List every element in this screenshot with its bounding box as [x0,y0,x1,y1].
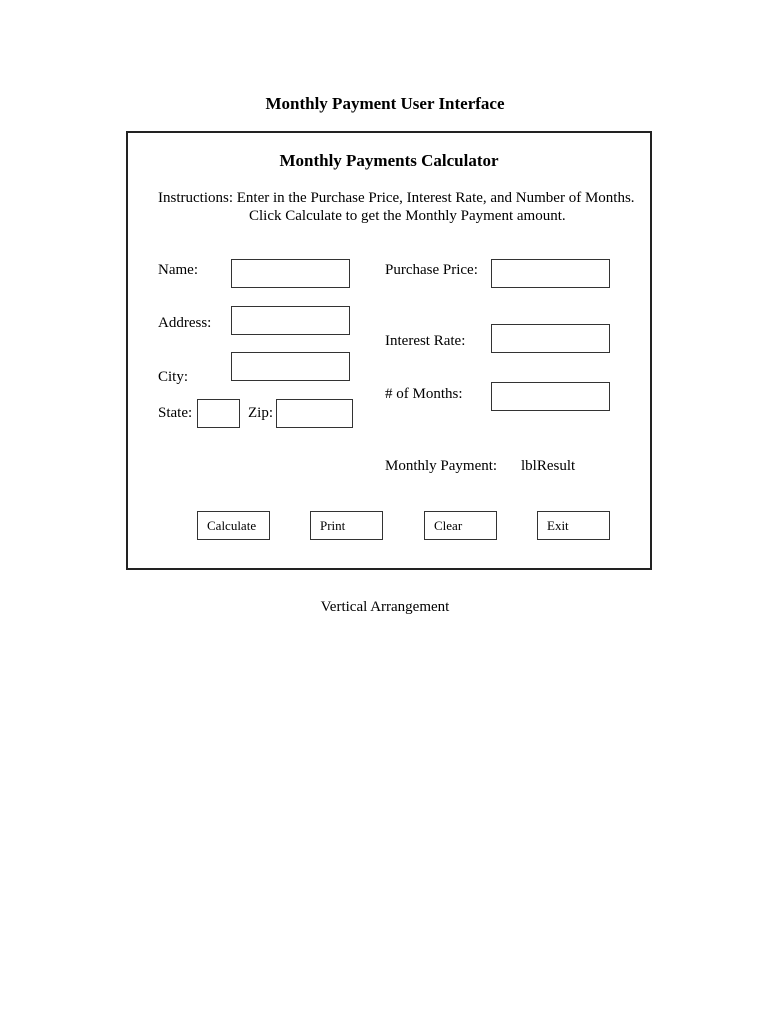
city-label: City: [158,369,189,385]
interest-rate-label: Interest Rate: [385,333,466,349]
state-label: State: [158,405,193,421]
name-label: Name: [158,262,198,278]
monthly-payment-result: lblResult [521,458,576,474]
exit-button[interactable]: Exit [537,511,610,540]
purchase-price-field[interactable] [491,259,610,288]
purchase-price-label: Purchase Price: [385,262,478,278]
zip-field[interactable] [276,399,353,428]
print-button[interactable]: Print [310,511,383,540]
address-label: Address: [158,315,212,331]
address-field[interactable] [231,306,350,335]
instructions-line-1: Instructions: Enter in the Purchase Price, Interest Rate, and Number of Months. [158,190,635,206]
name-field[interactable] [231,259,350,288]
zip-label: Zip: [248,405,273,421]
state-field[interactable] [197,399,240,428]
monthly-payment-label: Monthly Payment: [385,458,498,474]
instructions-line-2: Click Calculate to get the Monthly Payment amount. [249,208,566,224]
clear-button[interactable]: Clear [424,511,497,540]
months-label: # of Months: [385,386,463,402]
months-field[interactable] [491,382,610,411]
arrangement-caption: Vertical Arrangement [320,599,450,615]
interest-rate-field[interactable] [491,324,610,353]
city-field[interactable] [231,352,350,381]
page-title: Monthly Payment User Interface [265,94,505,113]
calculate-button[interactable]: Calculate [197,511,270,540]
form-title: Monthly Payments Calculator [279,151,499,170]
